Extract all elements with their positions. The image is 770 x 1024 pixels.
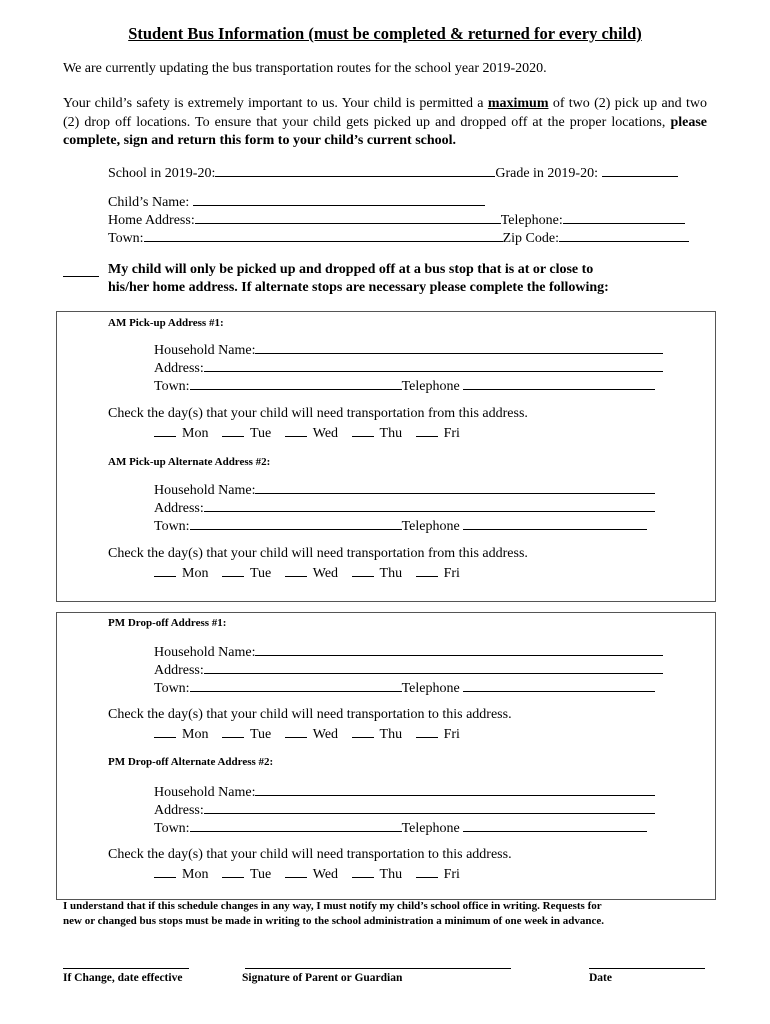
- town-row: [108, 228, 689, 247]
- pm2-days-row: [154, 865, 470, 883]
- am2-thu-label: Thu: [379, 566, 403, 581]
- pm2-telephone-field[interactable]: [463, 818, 647, 832]
- am2-household-field[interactable]: [255, 480, 655, 494]
- pm2-town-field[interactable]: [190, 818, 402, 832]
- am1-address-field[interactable]: [204, 358, 663, 372]
- child-name-row: [108, 192, 485, 211]
- pm1-thu-label: Thu: [379, 727, 403, 742]
- zip-label: Zip Code:: [502, 231, 559, 246]
- pm1-tue-check[interactable]: [222, 725, 244, 738]
- home-address-field[interactable]: [195, 210, 501, 224]
- am1-town-field[interactable]: [190, 376, 402, 390]
- zip-field[interactable]: [559, 228, 689, 242]
- am1-days-row: [154, 424, 470, 442]
- school-field[interactable]: [215, 163, 495, 177]
- pm1-address-label: Address:: [154, 663, 204, 678]
- am1-thu-label: Thu: [379, 426, 403, 441]
- pm1-days-row: [154, 725, 470, 743]
- am1-address-row: [154, 358, 663, 377]
- pm2-fri-label: Fri: [443, 867, 460, 882]
- pm1-thu-check[interactable]: [352, 725, 374, 738]
- am1-fri-check[interactable]: [416, 424, 438, 437]
- safety-instruction: please complete, sign and return this form to your child’s current school.: [63, 114, 707, 148]
- intro-text: We are currently updating the bus transportation routes for the school year 2019-2020.: [63, 61, 547, 76]
- child-name-field[interactable]: [193, 192, 485, 206]
- signature-line[interactable]: [245, 968, 511, 969]
- home-address-row: [108, 210, 685, 229]
- pm2-telephone-label: Telephone: [401, 821, 460, 836]
- am2-town-label: Town:: [154, 519, 190, 534]
- home-stop-line-1: My child will only be picked up and dropped off at a bus stop that is at or close to: [108, 262, 594, 277]
- pm2-mon-label: Mon: [182, 867, 209, 882]
- am1-town-row: [154, 376, 655, 395]
- telephone-label: Telephone:: [500, 213, 563, 228]
- am2-address-field[interactable]: [204, 498, 655, 512]
- am1-household-field[interactable]: [255, 340, 663, 354]
- pm1-fri-label: Fri: [443, 727, 460, 742]
- am1-telephone-label: Telephone: [401, 379, 460, 394]
- town-label: Town:: [108, 231, 144, 246]
- am2-days-row: [154, 564, 470, 582]
- grade-label: Grade in 2019-20:: [495, 166, 598, 181]
- pm1-check-text: Check the day(s) that your child will need transportation to this address.: [108, 707, 512, 722]
- am2-telephone-label: Telephone: [401, 519, 460, 534]
- am-address-2-label: AM Pick-up Alternate Address #2:: [108, 456, 271, 468]
- am1-check-text: Check the day(s) that your child will need transportation from this address.: [108, 406, 528, 421]
- am2-address-label: Address:: [154, 501, 204, 516]
- am1-mon-check[interactable]: [154, 424, 176, 437]
- am2-mon-check[interactable]: [154, 564, 176, 577]
- am1-thu-check[interactable]: [352, 424, 374, 437]
- home-address-label: Home Address:: [108, 213, 195, 228]
- am1-household-label: Household Name:: [154, 343, 256, 358]
- pm2-address-field[interactable]: [204, 800, 655, 814]
- school-label: School in 2019-20:: [108, 166, 216, 181]
- pm2-town-label: Town:: [154, 821, 190, 836]
- am2-household-row: [154, 480, 655, 499]
- home-stop-line-2: his/her home address. If alternate stops are necessary please complete the following:: [108, 280, 609, 295]
- am1-town-label: Town:: [154, 379, 190, 394]
- am2-mon-label: Mon: [182, 566, 209, 581]
- pm2-wed-check[interactable]: [285, 865, 307, 878]
- notice-line-1: I understand that if this schedule changes in any way, I must notify my child’s school office in writing. Requests for: [63, 900, 602, 912]
- pm2-wed-label: Wed: [312, 867, 339, 882]
- pm1-household-row: [154, 642, 663, 661]
- safety-paragraph: [63, 95, 707, 151]
- pm1-mon-check[interactable]: [154, 725, 176, 738]
- am2-fri-label: Fri: [443, 566, 460, 581]
- pm1-tue-label: Tue: [249, 727, 272, 742]
- pm2-address-label: Address:: [154, 803, 204, 818]
- am1-fri-label: Fri: [443, 426, 460, 441]
- pm1-telephone-field[interactable]: [463, 678, 655, 692]
- pm2-tue-label: Tue: [249, 867, 272, 882]
- pm1-fri-check[interactable]: [416, 725, 438, 738]
- pm1-town-row: [154, 678, 655, 697]
- am1-address-label: Address:: [154, 361, 204, 376]
- date-effective-line[interactable]: [63, 968, 189, 969]
- am1-mon-label: Mon: [182, 426, 209, 441]
- am2-wed-label: Wed: [312, 566, 339, 581]
- pm1-address-row: [154, 660, 663, 679]
- pm2-household-label: Household Name:: [154, 785, 256, 800]
- am2-fri-check[interactable]: [416, 564, 438, 577]
- am2-town-field[interactable]: [190, 516, 402, 530]
- telephone-field[interactable]: [563, 210, 685, 224]
- pm1-town-label: Town:: [154, 681, 190, 696]
- pm2-address-row: [154, 800, 655, 819]
- pm1-wed-check[interactable]: [285, 725, 307, 738]
- am2-tue-label: Tue: [249, 566, 272, 581]
- am2-tue-check[interactable]: [222, 564, 244, 577]
- pm2-mon-check[interactable]: [154, 865, 176, 878]
- pm1-town-field[interactable]: [190, 678, 402, 692]
- am2-town-row: [154, 516, 647, 535]
- am1-wed-check[interactable]: [285, 424, 307, 437]
- pm1-household-field[interactable]: [255, 642, 663, 656]
- date-label: Date: [589, 972, 612, 984]
- maximum-word: maximum: [487, 96, 549, 111]
- am2-check-text: Check the day(s) that your child will need transportation from this address.: [108, 546, 528, 561]
- pm1-telephone-label: Telephone: [401, 681, 460, 696]
- pm2-thu-label: Thu: [379, 867, 403, 882]
- am2-wed-check[interactable]: [285, 564, 307, 577]
- school-row: [108, 163, 678, 182]
- am2-telephone-field[interactable]: [463, 516, 647, 530]
- signature-label: Signature of Parent or Guardian: [242, 972, 403, 984]
- date-line[interactable]: [589, 968, 705, 969]
- pm2-tue-check[interactable]: [222, 865, 244, 878]
- am1-telephone-field[interactable]: [463, 376, 655, 390]
- pm-address-1-label: PM Drop-off Address #1:: [108, 617, 227, 629]
- home-stop-check-line[interactable]: [63, 276, 99, 277]
- town-field[interactable]: [144, 228, 503, 242]
- child-name-label: Child’s Name:: [108, 195, 190, 210]
- pm2-town-row: [154, 818, 647, 837]
- am-address-1-label: AM Pick-up Address #1:: [108, 317, 224, 329]
- page-title: Student Bus Information (must be completed & returned for every child): [128, 24, 642, 43]
- pm-address-2-label: PM Drop-off Alternate Address #2:: [108, 756, 274, 768]
- grade-field[interactable]: [602, 163, 678, 177]
- pm1-mon-label: Mon: [182, 727, 209, 742]
- am2-thu-check[interactable]: [352, 564, 374, 577]
- pm2-thu-check[interactable]: [352, 865, 374, 878]
- pm1-address-field[interactable]: [204, 660, 663, 674]
- am1-tue-check[interactable]: [222, 424, 244, 437]
- date-effective-label: If Change, date effective: [63, 972, 183, 984]
- am2-household-label: Household Name:: [154, 483, 256, 498]
- pm1-wed-label: Wed: [312, 727, 339, 742]
- pm2-fri-check[interactable]: [416, 865, 438, 878]
- am2-address-row: [154, 498, 655, 517]
- safety-text-1: Your child’s safety is extremely important to us. Your child is permitted a: [63, 96, 488, 111]
- notice-line-2: new or changed bus stops must be made in writing to the school administration a minimum of one week in advance.: [63, 915, 604, 927]
- am1-tue-label: Tue: [249, 426, 272, 441]
- safety-text-2: of two (2) pick up and two (2) drop off locations. To ensure that your child gets picked up and dropped off at the proper locations,: [63, 96, 707, 130]
- am1-wed-label: Wed: [312, 426, 339, 441]
- pm2-household-field[interactable]: [255, 782, 655, 796]
- pm2-check-text: Check the day(s) that your child will need transportation to this address.: [108, 847, 512, 862]
- am1-household-row: [154, 340, 663, 359]
- pm1-household-label: Household Name:: [154, 645, 256, 660]
- pm2-household-row: [154, 782, 655, 801]
